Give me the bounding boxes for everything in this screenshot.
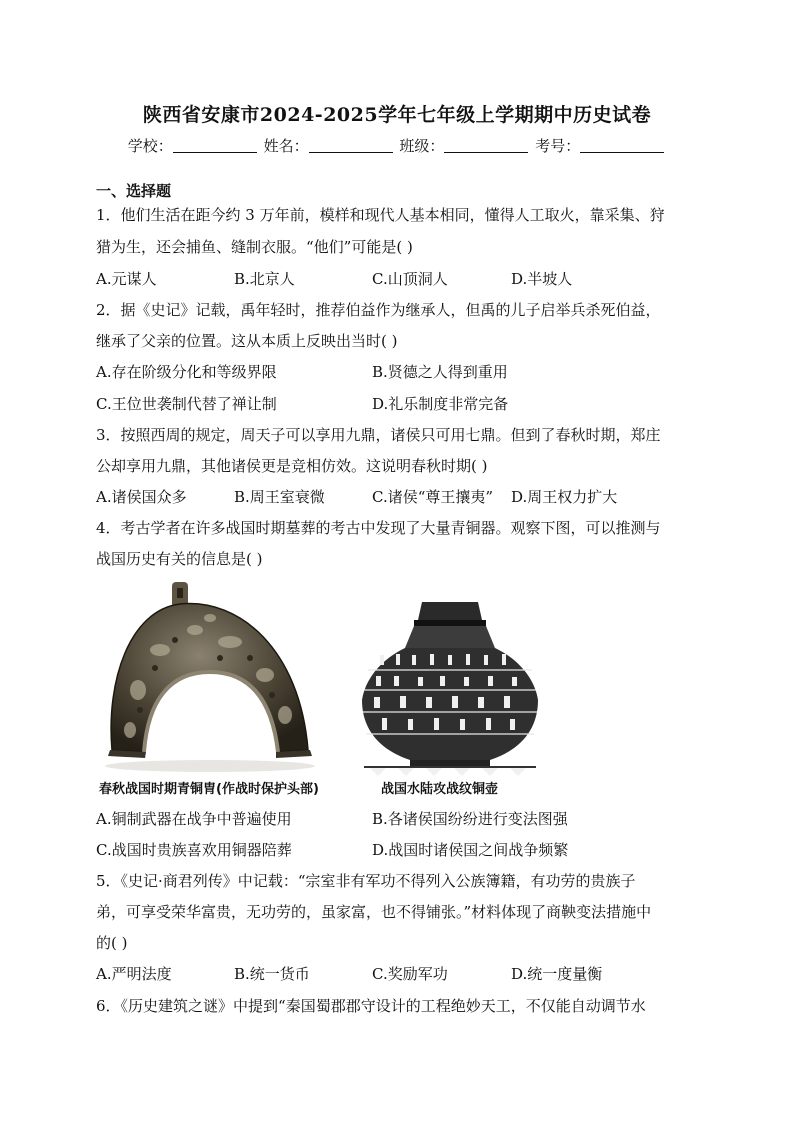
name-blank[interactable]	[309, 138, 393, 153]
question-3-option-d: D.周王权力扩大	[511, 488, 618, 506]
question-3-option-a: A.诸侯国众多	[96, 488, 187, 506]
question-5-option-a: A.严明法度	[96, 965, 172, 983]
question-4-option-a: A.铜制武器在战争中普遍使用	[96, 810, 292, 828]
question-5-option-c: C.奖励军功	[372, 965, 448, 983]
question-4-line-1: 4．考古学者在许多战国时期墓葬的考古中发现了大量青铜器。观察下图，可以推测与	[96, 519, 661, 537]
question-1-option-c: C.山顶洞人	[372, 270, 448, 288]
class-blank[interactable]	[444, 138, 528, 153]
question-3-line-1: 3．按照西周的规定，周天子可以享用九鼎，诸侯只可用七鼎。但到了春秋时期，郑庄	[96, 426, 661, 444]
question-5-line-1: 5．《史记·商君列传》中记载：“宗室非有军功不得列入公族簿籍，有功劳的贵族子	[96, 872, 636, 890]
question-5-option-d: D.统一度量衡	[511, 965, 603, 983]
question-1-line-1: 1．他们生活在距今约 3 万年前，模样和现代人基本相同，懂得人工取火，靠采集、狩	[96, 206, 665, 224]
question-4-option-d: D.战国时诸侯国之间战争频繁	[372, 841, 569, 859]
student-info-row	[0, 135, 794, 156]
question-4-option-c: C.战国时贵族喜欢用铜器陪葬	[96, 841, 292, 859]
question-5-option-b: B.统一货币	[234, 965, 310, 983]
question-1-option-a: A.元谋人	[96, 270, 157, 288]
question-2-option-b: B.贤德之人得到重用	[372, 363, 508, 381]
helmet-caption: 春秋战国时期青铜胄(作战时保护头部)	[99, 782, 319, 797]
exam-number-label: 考号：	[535, 137, 581, 155]
exam-number-blank[interactable]	[580, 138, 664, 153]
school-blank[interactable]	[173, 138, 257, 153]
question-2-line-1: 2．据《史记》记载，禹年轻时，推荐伯益作为继承人，但禹的儿子启举兵杀死伯益，	[96, 301, 661, 319]
question-3-option-c: C.诸侯“尊王攘夷”	[372, 488, 494, 506]
exam-title: 陕西省安康市2024-2025学年七年级上学期期中历史试卷	[142, 104, 652, 126]
question-4-line-2: 战国历史有关的信息是( )	[96, 550, 263, 568]
section-title: 一、选择题	[96, 182, 172, 200]
question-1-line-2: 猎为生，还会捕鱼、缝制衣服。“他们”可能是( )	[96, 238, 413, 256]
question-1-option-b: B.北京人	[234, 270, 295, 288]
bronze-helmet-image	[100, 580, 340, 775]
question-5-line-2: 弟，可享受荣华富贵，无功劳的，虽家富，也不得铺张。”材料体现了商鞅变法措施中	[96, 903, 652, 921]
question-2-option-d: D.礼乐制度非常完备	[372, 395, 509, 413]
school-label: 学校：	[127, 137, 173, 155]
question-6-line-1: 6．《历史建筑之谜》中提到“秦国蜀郡郡守设计的工程绝妙天工，不仅能自动调节水	[96, 997, 646, 1015]
question-2-option-c: C.王位世袭制代替了禅让制	[96, 395, 277, 413]
question-2-option-a: A.存在阶级分化和等级界限	[96, 363, 277, 381]
question-2-line-2: 继承了父亲的位置。这从本质上反映出当时( )	[96, 332, 398, 350]
question-1-option-d: D.半坡人	[511, 270, 573, 288]
pot-caption: 战国水陆攻战纹铜壶	[381, 782, 499, 797]
bronze-pot-image	[360, 600, 540, 778]
question-4-option-b: B.各诸侯国纷纷进行变法图强	[372, 810, 568, 828]
class-label: 班级：	[399, 137, 445, 155]
name-label: 姓名：	[263, 137, 309, 155]
question-3-line-2: 公却享用九鼎，其他诸侯更是竞相仿效。这说明春秋时期( )	[96, 457, 488, 475]
question-3-option-b: B.周王室衰微	[234, 488, 325, 506]
question-5-line-3: 的( )	[96, 934, 128, 952]
